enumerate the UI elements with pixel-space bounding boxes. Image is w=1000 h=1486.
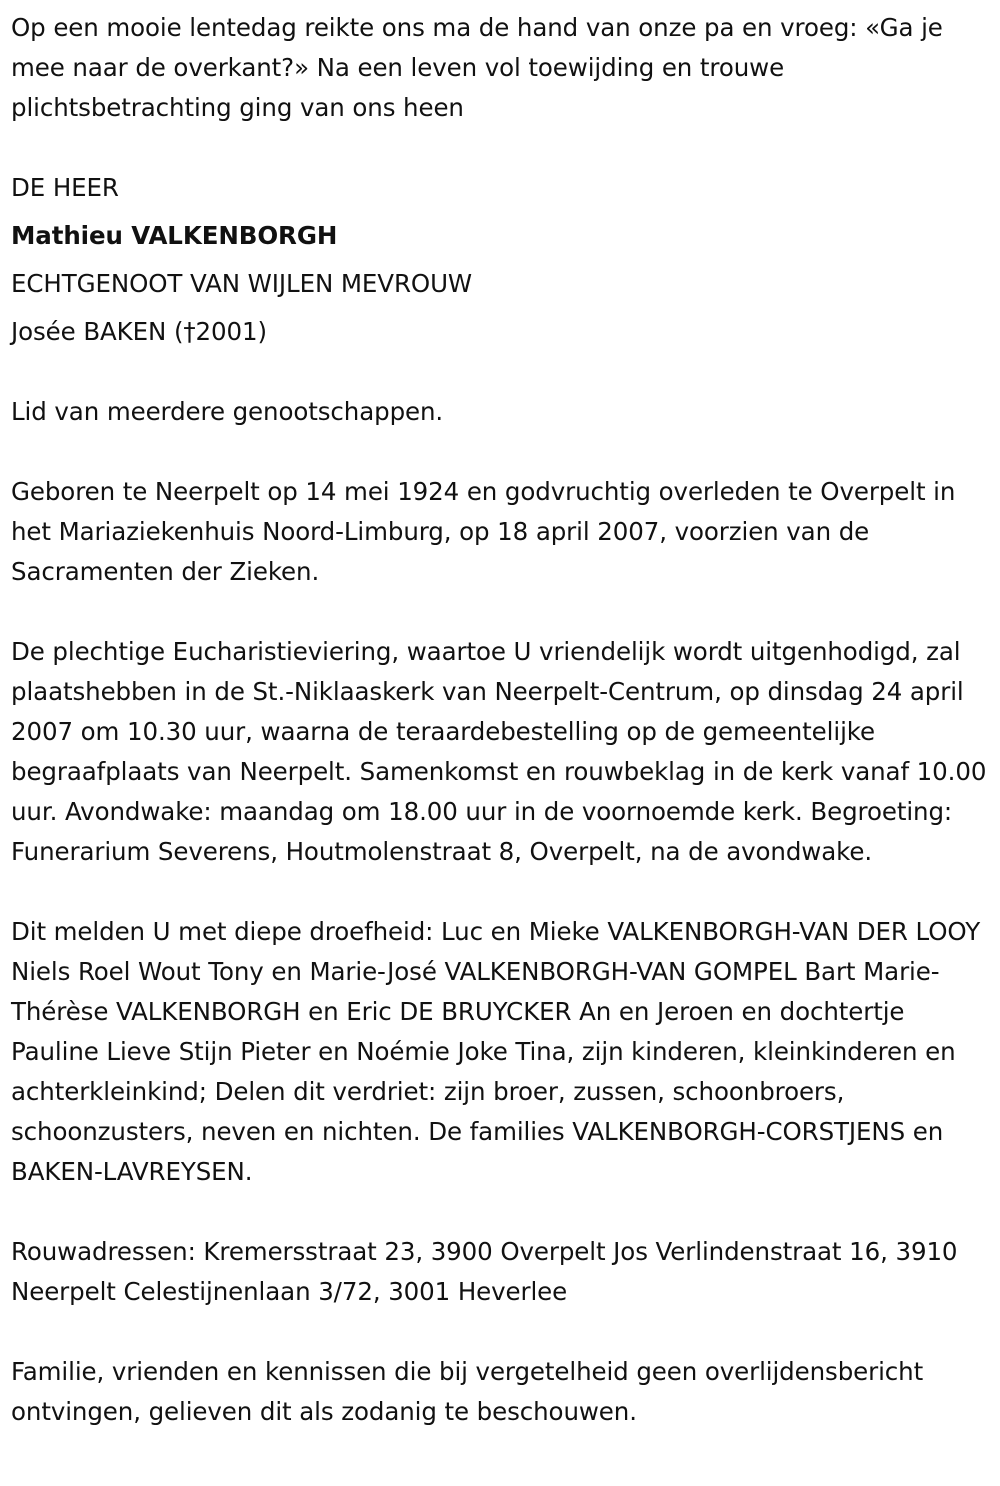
ceremony-paragraph: De plechtige Eucharistieviering, waartoe U vriendelijk wordt uitgenhodigd, zal plaatshebben in de St.-Niklaaskerk van Neerpelt-Centrum, op dinsdag 24 april 2007 om 10.30 uur, waarna de teraardebestelling op de gemeentelijke begraafplaats van Neerpelt. Samenkomst en rouwbeklag in de kerk vanaf 10.00 uur. Avondwake: maandag om 18.00 uur in de voornoemde kerk. Begroeting: Funerarium Severens, Houtmolenstraat 8, Overpelt, na de avondwake.	[11, 637, 987, 866]
name-block	[11, 168, 990, 352]
family-paragraph: Dit melden U met diepe droefheid: Luc en Mieke VALKENBORGH-VAN DER LOOY Niels Roel Wout Tony en Marie-José VALKENBORGH-VAN GOMPEL Bart Marie-Thérèse VALKENBORGH en Eric DE BRUYCKER An en Jeroen en dochtertje Pauline Lieve Stijn Pieter en Noémie Joke Tina, zijn kinderen, kleinkinderen en achterkleinkind; Delen dit verdriet: zijn broer, zussen, schoonbroers, schoonzusters, neven en nichten. De families VALKENBORGH-CORSTJENS en BAKEN-LAVREYSEN.	[11, 917, 981, 1186]
spouse-name: Josée BAKEN (†2001)	[11, 317, 267, 346]
title-prefix: DE HEER	[11, 173, 119, 202]
addresses-paragraph: Rouwadressen: Kremersstraat 23, 3900 Overpelt Jos Verlindenstraat 16, 3910 Neerpelt Celestijnenlaan 3/72, 3001 Heverlee	[11, 1237, 958, 1306]
intro-paragraph: Op een mooie lentedag reikte ons ma de hand van onze pa en vroeg: «Ga je mee naar de overkant?» Na een leven vol toewijding en trouwe plichtsbetrachting ging van ons heen	[11, 13, 943, 122]
deceased-name: Mathieu VALKENBORGH	[11, 221, 338, 250]
closing-paragraph: Familie, vrienden en kennissen die bij vergetelheid geen overlijdensbericht ontvingen, gelieven dit als zodanig te beschouwen.	[11, 1357, 924, 1426]
membership-text: Lid van meerdere genootschappen.	[11, 397, 444, 426]
spouse-line: ECHTGENOOT VAN WIJLEN MEVROUW	[11, 269, 473, 298]
birth-death-paragraph: Geboren te Neerpelt op 14 mei 1924 en godvruchtig overleden te Overpelt in het Mariaziekenhuis Noord-Limburg, op 18 april 2007, voorzien van de Sacramenten der Zieken.	[11, 477, 956, 586]
